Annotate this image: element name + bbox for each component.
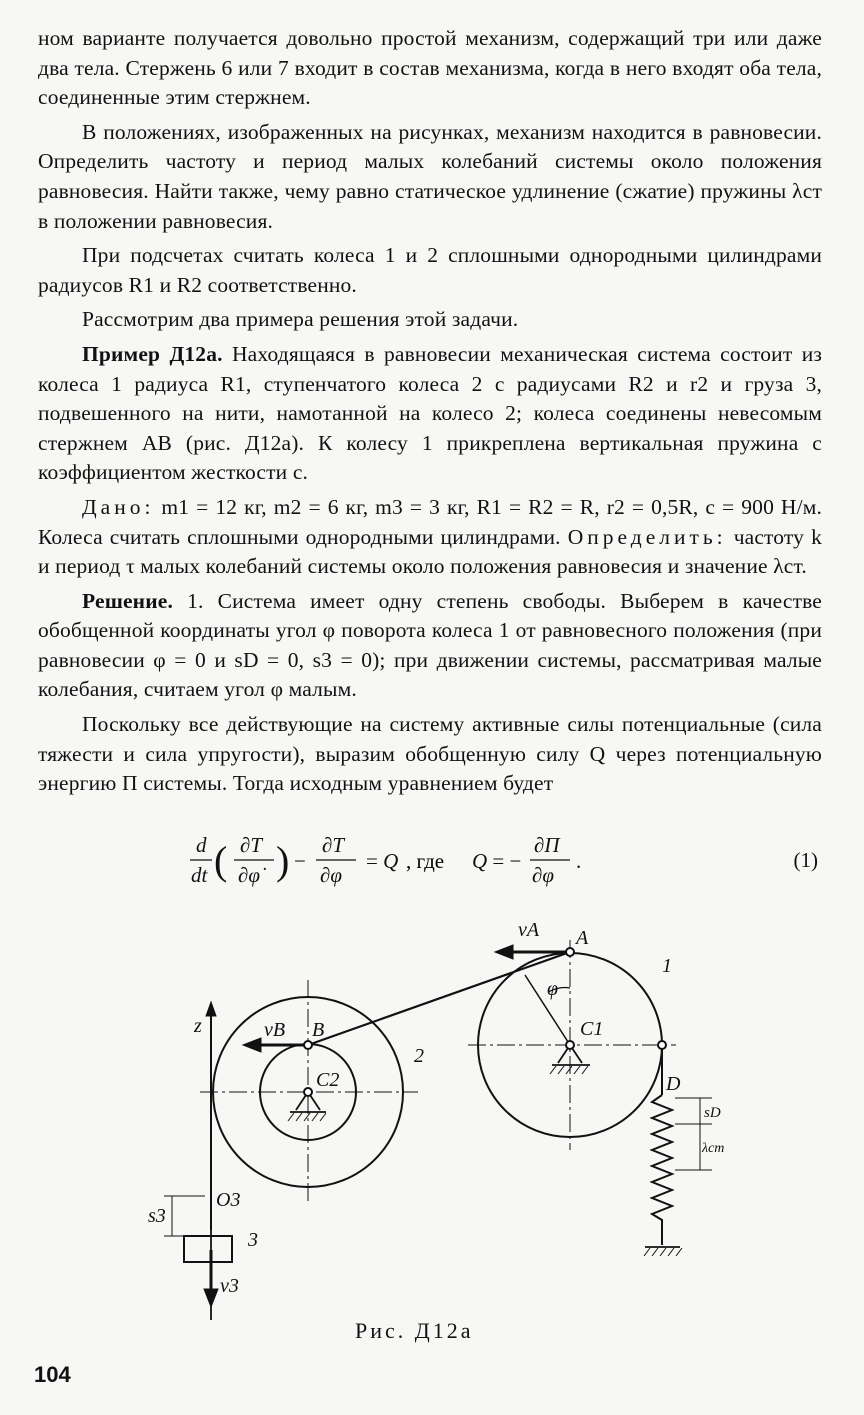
given-label: Дано: [82, 494, 155, 519]
where-text: , где [406, 849, 445, 873]
load-3 [184, 1236, 232, 1262]
svg-text:= Q: = Q [366, 849, 399, 873]
joint-d [658, 1041, 666, 1049]
svg-text:∂П: ∂П [534, 833, 560, 857]
paragraph-text: Находящаяся в равновесии механическая система состоит из колеса 1 радиуса R1, ступенчатого колеса 2 с радиусами R2 и r2 и груза 3, подвешенного на нити, намотанной на колесо 2; колеса соединены невесомым стержнем AB (рис. Д12а). К колесу 1 прикреплена вертикальная пружина с коэффициентом жесткости c. [38, 341, 823, 485]
equation-number: (1) [793, 848, 818, 872]
svg-text:d: d [196, 833, 207, 857]
label-sd: sD [704, 1105, 721, 1121]
paragraph [38, 340, 822, 488]
given-text: m1 = 12 кг, m2 = 6 кг, m3 = 3 кг, R1 = R2 = R, r2 = 0,5R, c = 900 Н/м. Колеса считать сплошными однородными цилиндрами. [38, 494, 823, 549]
svg-text:−: − [294, 849, 306, 873]
arrowhead [243, 1038, 261, 1052]
svg-text:): ) [276, 838, 290, 883]
svg-text:dt: dt [191, 863, 208, 887]
label-o3: O3 [216, 1189, 241, 1211]
label-s3: s3 [148, 1205, 166, 1227]
paragraph-text: 1. Система имеет одну степень свободы. Выберем в качестве обобщенной координаты угол φ поворота колеса 1 от равновесного положения (при равновесии φ = 0 и sD = 0, s3 = 0); при движении системы, рассматривая малые колебания, считаем угол φ малым. [38, 588, 822, 702]
paragraph: Рассмотрим два примера решения этой задачи. [82, 307, 519, 332]
label-c1: C1 [580, 1018, 604, 1040]
paragraph [38, 587, 822, 705]
figure-d12a [0, 900, 864, 1320]
label-v3: v3 [220, 1275, 239, 1297]
label-z: z [194, 1015, 202, 1037]
svg-text:∂φ̇: ∂φ̇ [238, 863, 260, 887]
arrowhead [204, 1289, 218, 1307]
joint-b [304, 1041, 312, 1049]
arrowhead [495, 945, 513, 959]
label-phi: φ [547, 978, 559, 1000]
find-label: Определить: [567, 524, 727, 549]
hatching [288, 1066, 682, 1256]
svg-text:∂T: ∂T [240, 833, 263, 857]
mechanism-diagram [0, 900, 864, 1320]
page-number: 104 [34, 1362, 71, 1387]
label-load-3: 3 [248, 1229, 258, 1251]
z-arrowhead [206, 1002, 216, 1016]
label-vb: vB [264, 1019, 286, 1041]
svg-text:Q = −: Q = − [472, 849, 522, 873]
label-va: vA [518, 919, 540, 941]
svg-text:∂φ: ∂φ [320, 863, 342, 887]
label-d: D [666, 1073, 681, 1095]
text-body [38, 24, 822, 799]
paragraph: В положениях, изображенных на рисунках, механизм находится в равновесии. Определить частоту и период малых колебаний системы около положения равновесия. Найти также, чему равно статическое удлинение (сжатие) пружины λст в положении равновесия. [38, 119, 822, 233]
joint-a [566, 948, 574, 956]
find-text: частоту k и период τ малых колебаний системы около положения равновесия и значение λст. [38, 524, 822, 579]
paragraph: Поскольку все действующие на систему активные силы потенциальные (сила тяжести и сила упругости), выразим обобщенную силу Q через потенциальную энергию П системы. Тогда исходным уравнением будет [38, 712, 822, 796]
label-c2: C2 [316, 1069, 340, 1091]
label-wheel-1: 1 [662, 955, 672, 977]
svg-text:(: ( [214, 838, 228, 883]
svg-text:∂T: ∂T [322, 833, 345, 857]
paragraph [38, 493, 822, 582]
label-wheel-2: 2 [414, 1045, 424, 1067]
example-heading: Пример Д12а. [82, 341, 223, 366]
svg-text:∂φ: ∂φ [532, 863, 554, 887]
spring [652, 1095, 672, 1245]
paragraph: При подсчетах считать колеса 1 и 2 сплошными однородными цилиндрами радиусов R1 и R2 соответственно. [38, 243, 822, 297]
equation-render [190, 830, 830, 890]
svg-text:.: . [576, 849, 582, 873]
label-lambda: λст [702, 1141, 725, 1156]
paragraph: ном варианте получается довольно простой механизм, содержащий три или даже два тела. Стержень 6 или 7 входит в состав механизма, когда в него входят оба тела, соединенные этим стержнем. [38, 26, 822, 110]
rod-ab [308, 952, 570, 1045]
label-b: B [312, 1019, 325, 1041]
label-a: A [576, 927, 589, 949]
figure-caption: Рис. Д12а [355, 1318, 474, 1343]
center-c2 [304, 1088, 312, 1096]
equation [190, 830, 830, 890]
solution-heading: Решение. [82, 588, 173, 613]
center-c1 [566, 1041, 574, 1049]
